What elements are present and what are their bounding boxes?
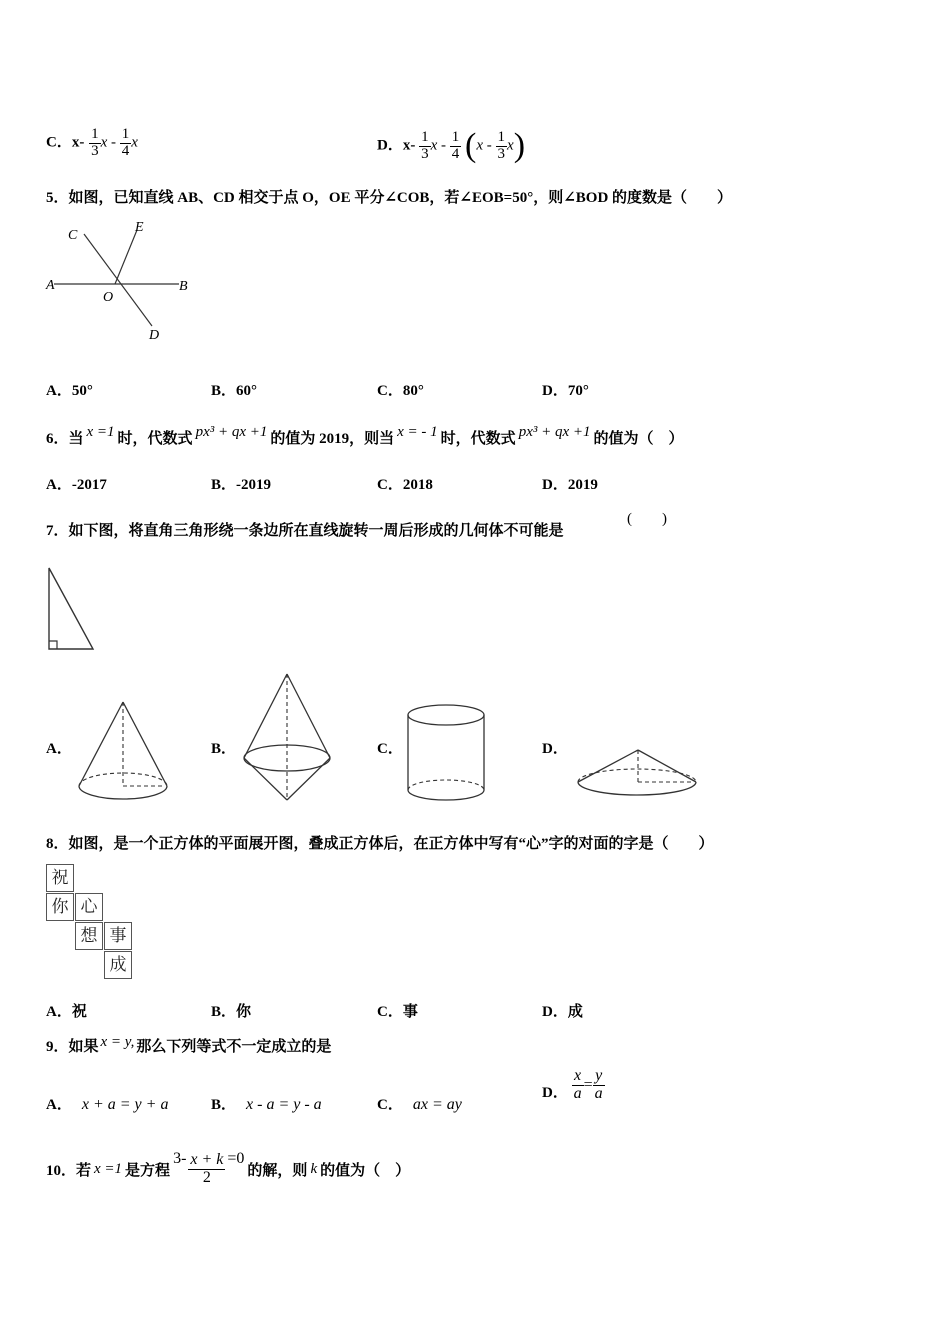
q4-option-d[interactable] bbox=[377, 127, 525, 165]
fraction: $\frac{x}{a}$ bbox=[573, 1067, 582, 1102]
fraction: $\frac{1}{4}$ bbox=[451, 128, 460, 162]
q5-figure bbox=[44, 218, 204, 348]
variable: k bbox=[310, 1160, 318, 1177]
q9-text: 9．如果 x = y, 那么下列等式不一定成立的是 bbox=[46, 1034, 332, 1055]
net-cell: 成 bbox=[104, 951, 132, 979]
variable: x bbox=[507, 137, 514, 154]
q8-option-a[interactable]: A．祝 bbox=[46, 1004, 87, 1020]
net-cell: 心 bbox=[75, 893, 103, 921]
q6-text: 6．当 x =1 时，代数式 px³ + qx +1 的值为 2019，则当 x = - 1 时，代数式 px³ + qx +1 的值为（ ） bbox=[46, 424, 684, 447]
math-cond: x =1 bbox=[86, 424, 115, 440]
fraction: $\frac{1}{3}$ bbox=[497, 128, 506, 162]
q5-option-b[interactable]: B．60° bbox=[211, 383, 258, 399]
equation: x - a = y - a bbox=[246, 1096, 322, 1113]
label-d: D bbox=[149, 328, 160, 343]
equation: x + a = y + a bbox=[81, 1096, 169, 1113]
fraction: $\frac{1}{4}$ bbox=[121, 126, 130, 159]
expr-part: x- bbox=[71, 134, 85, 151]
net-cell: 祝 bbox=[46, 864, 74, 892]
math-expr: 3- bbox=[173, 1150, 187, 1168]
left-paren: ( bbox=[465, 127, 477, 164]
math-expr: px³ + qx +1 bbox=[518, 424, 591, 440]
variable: x bbox=[100, 134, 108, 151]
q9-option-b[interactable]: B． x - a = y - a bbox=[211, 1096, 322, 1113]
q7-paren: ( ) bbox=[627, 511, 667, 527]
q4-option-c[interactable] bbox=[46, 127, 138, 160]
q8-text: 8．如图，是一个正方体的平面展开图，叠成正方体后，在正方体中写有“心”字的对面的字是（ ） bbox=[46, 836, 714, 852]
cube-net bbox=[44, 862, 136, 980]
fraction: $\frac{1}{3}$ bbox=[91, 126, 99, 159]
fraction: $\frac{1}{3}$ bbox=[421, 128, 429, 162]
fraction: $\frac{y}{a}$ bbox=[594, 1067, 603, 1102]
q6-option-c[interactable]: C．2018 bbox=[377, 477, 433, 493]
flat-cone-figure bbox=[574, 745, 704, 805]
math-cond: x =1 bbox=[94, 1160, 123, 1177]
q8-option-c[interactable]: C．事 bbox=[377, 1004, 418, 1020]
q7-option-d[interactable]: D． bbox=[542, 741, 568, 757]
equation: ax = ay bbox=[412, 1096, 462, 1113]
q5-option-a[interactable]: A．50° bbox=[46, 383, 93, 399]
net-cell: 事 bbox=[104, 922, 132, 950]
expr-part: x- bbox=[402, 137, 416, 154]
right-triangle-figure bbox=[46, 565, 106, 660]
math-expr: px³ + qx +1 bbox=[195, 424, 268, 440]
label-e: E bbox=[135, 220, 144, 235]
q6-option-d[interactable]: D．2019 bbox=[542, 477, 598, 493]
q5-option-d[interactable]: D．70° bbox=[542, 383, 589, 399]
q6-option-a[interactable]: A．-2017 bbox=[46, 477, 107, 493]
label-b: B bbox=[179, 279, 188, 294]
option-label: D． bbox=[377, 137, 403, 154]
operator: - bbox=[111, 134, 117, 151]
q9-option-a[interactable]: A． x + a = y + a bbox=[46, 1096, 169, 1113]
q5-text: 5．如图，已知直线 AB、CD 相交于点 O，OE 平分∠COB，若∠EOB=50°，则∠BOD 的度数是（ ） bbox=[46, 190, 733, 206]
q10-text: 10．若 x =1 是方程3- $\frac{x + k}{2}$ =0的解，则 k 的值为（ ） bbox=[46, 1150, 411, 1186]
line-cd bbox=[84, 234, 152, 326]
math-expr: =0 bbox=[227, 1150, 245, 1168]
q9-option-c[interactable]: C． ax = ay bbox=[377, 1096, 462, 1113]
q5-option-c[interactable]: C．80° bbox=[377, 383, 424, 399]
variable: x bbox=[476, 137, 484, 154]
net-cell: 你 bbox=[46, 893, 74, 921]
q7-option-b[interactable]: B． bbox=[211, 741, 237, 757]
q8-option-b[interactable]: B．你 bbox=[211, 1004, 252, 1020]
q9-option-d[interactable]: D． $\frac{x}{a}$ = $\frac{y}{a}$ bbox=[542, 1067, 603, 1102]
math-cond: x = - 1 bbox=[397, 424, 438, 440]
q7-option-a[interactable]: A． bbox=[46, 741, 72, 757]
right-paren: ) bbox=[513, 127, 526, 164]
operator: - bbox=[441, 137, 447, 154]
double-cone-figure bbox=[240, 670, 340, 805]
net-cell: 想 bbox=[75, 922, 103, 950]
q7-option-c[interactable]: C． bbox=[377, 741, 403, 757]
cone-figure bbox=[76, 695, 176, 805]
label-o: O bbox=[103, 290, 114, 305]
operator: - bbox=[486, 137, 492, 154]
label-a: A bbox=[46, 278, 55, 293]
label-c: C bbox=[68, 228, 78, 243]
q8-option-d[interactable]: D．成 bbox=[542, 1004, 583, 1020]
cylinder-figure bbox=[404, 700, 494, 810]
option-label: C． bbox=[46, 134, 72, 151]
q7-text: 7．如下图，将直角三角形绕一条边所在直线旋转一周后形成的几何体不可能是 bbox=[46, 523, 564, 539]
variable: x bbox=[430, 137, 438, 154]
math-cond: x = y, bbox=[100, 1034, 135, 1050]
q6-option-b[interactable]: B．-2019 bbox=[211, 477, 272, 493]
ray-oe bbox=[115, 230, 137, 284]
variable: x bbox=[131, 134, 138, 151]
fraction: $\frac{x + k}{2}$ bbox=[190, 1151, 224, 1186]
